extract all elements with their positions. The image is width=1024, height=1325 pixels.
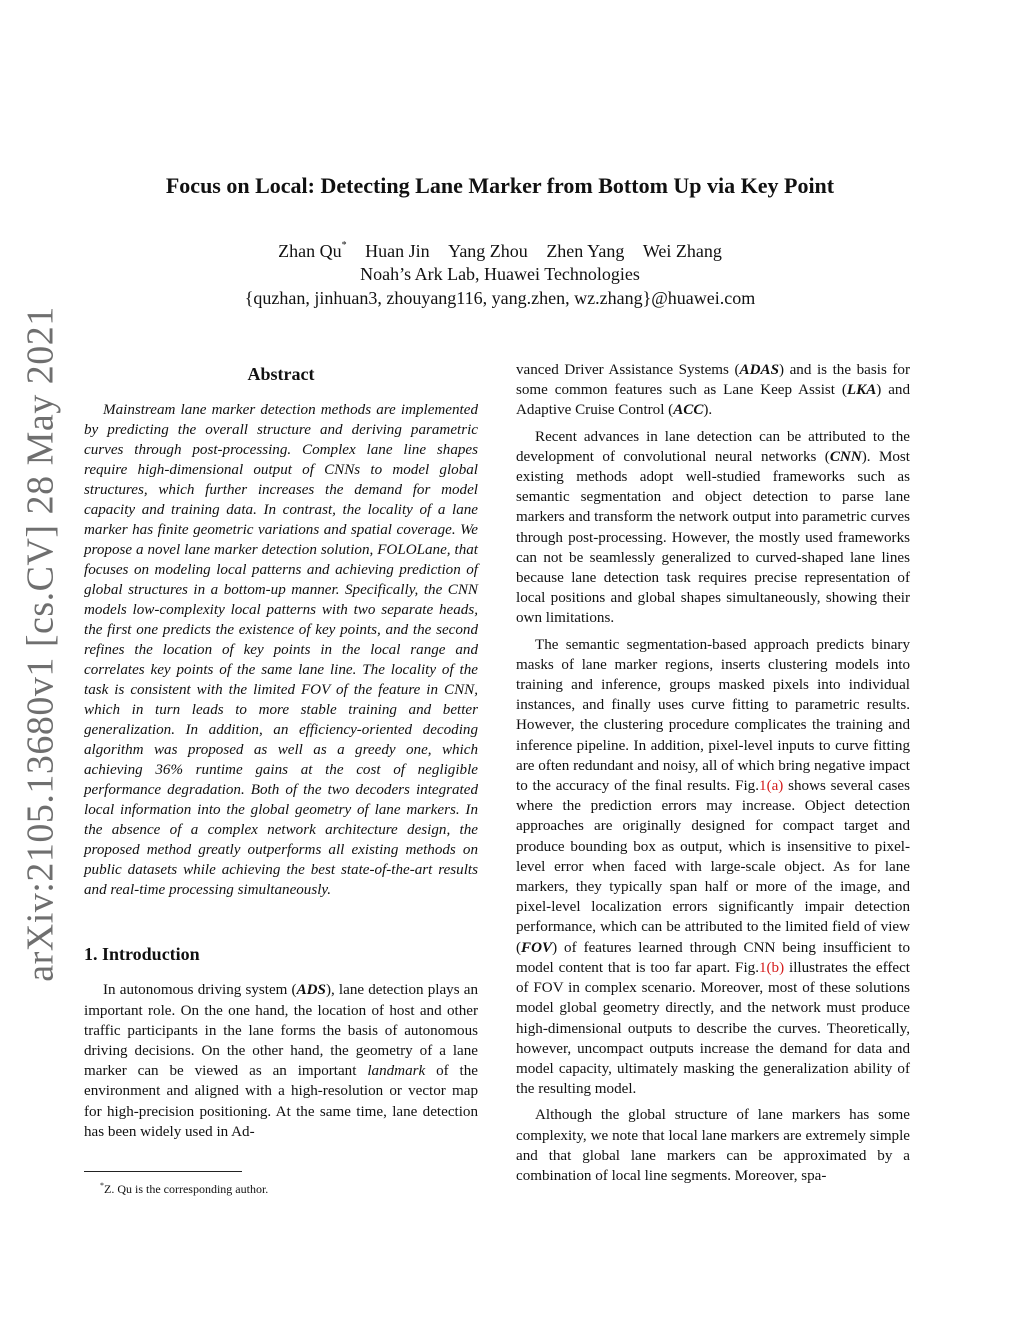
author-first xyxy=(278,241,346,261)
acronym-fov: FOV xyxy=(521,939,553,956)
text-run: ), lane detection plays an important role. On the one hand, the location of host and other traffic participants in the lane forms the basis of autonomous driving decisions. On the other hand, the geometry of a lane marker can be viewed as an important xyxy=(84,982,478,1080)
body-paragraph: Although the global structure of lane markers has some complexity, we note that local lane markers are extremely simple and that global lane markers can be approximated by a combination of local line segments. Moreover, spa- xyxy=(516,1107,910,1184)
text-run: ) of features learned through CNN being insufficient to model content that is too far apart. Fig. xyxy=(516,939,910,976)
author-block xyxy=(0,240,1000,310)
intro-paragraph xyxy=(84,980,478,1142)
text-run: In autonomous driving system ( xyxy=(103,982,297,999)
footnote-mark: * xyxy=(100,1181,104,1190)
footnote xyxy=(100,1179,268,1196)
acronym-cnn: CNN xyxy=(829,448,862,465)
text-run: ) and Adaptive Cruise Control ( xyxy=(516,382,910,419)
author-name: Huan Jin xyxy=(365,241,430,261)
text-run: The semantic segmentation-based approach predicts binary masks of lane marker regions, inserts clustering models into training and inference, groups masked pixels into individual instances, and finally uses curve fitting to parametric results. However, the clustering procedure complicates the training and inference pipeline. In addition, pixel-level inputs to curve fitting are often redundant and noisy, all of which bring negative impact to the accuracy of the final results. Fig. xyxy=(516,636,910,795)
abstract-heading: Abstract xyxy=(247,364,315,384)
acronym-acc: ACC xyxy=(673,402,704,419)
author-name: Yang Zhou xyxy=(448,241,528,261)
abstract-text: Mainstream lane marker detection methods are implemented by predicting the overall structure and deriving parametric curves through post-processing. Complex lane line shapes require high-dimensional output of CNNs to model global structures, which further increases the demand for model capacity and training data. In contrast, the locality of a lane marker has finite geometric variations and spatial coverage. We propose a novel lane marker detection solution, FOLOLane, that focuses on modeling local patterns and achieving prediction of global structures in a bottom-up manner. Specifically, the CNN models low-complexity local patterns with two separate heads, the first one predicts the existence of key points, and the second refines the location of key points in the local range and correlates key points of the same lane line. The locality of the task is consistent with the limited FOV of the feature in CNN, which in turn leads to more stable training and better generalization. In addition, an efficiency-oriented decoding algorithm was proposed as well as a greedy one, which achieving 36% runtime gains at the cost of negligible performance degradation. Both of the two decoders integrated local information into the global geometry of lane markers. In the absence of a complex network architecture design, the proposed method greatly outperforms all existing methods on public datasets while achieving the best state-of-the-art results and real-time processing simultaneously. xyxy=(84,402,478,899)
text-run: vanced Driver Assistance Systems ( xyxy=(516,362,740,378)
text-run: Recent advances in lane detection can be attributed to the development of convolutional neural networks ( xyxy=(516,428,910,465)
footnote-divider xyxy=(84,1171,242,1172)
author-name: Wei Zhang xyxy=(642,241,722,261)
figure-reference-link[interactable]: 1(b) xyxy=(758,959,785,976)
acronym-adas: ADAS xyxy=(739,362,779,378)
text-run: shows several cases where the prediction errors may increase. Object detection approaches are originally designed for compact target and produce bounding box as output, which is insensitive to pixel-level error when faced with large-scale object. As for lane markers, they typically span half or more of the image, and pixel-level localization errors significantly impair detection performance, which can be attributed to the limited field of view ( xyxy=(516,778,910,956)
text-run: ) and is the basis for some common features such as Lane Keep Assist ( xyxy=(516,362,910,399)
emphasis-landmark: landmark xyxy=(367,1063,426,1080)
author-name: Zhan Qu xyxy=(278,241,342,261)
arxiv-identifier-text: arXiv:2105.13680v1 [cs.CV] 28 May 2021 xyxy=(20,306,63,982)
author-emails: {quzhan, jinhuan3, zhouyang116, yang.zhen, wz.zhang}@huawei.com xyxy=(244,287,756,308)
figure-reference-link[interactable]: 1(a) xyxy=(759,778,784,795)
acronym-ads: ADS xyxy=(296,982,326,999)
author-name: Zhen Yang xyxy=(546,241,625,261)
text-run: illustrates the effect of FOV in complex scenario. Moreover, most of these solutions model global geometry directly, and the network must produce high-dimensional outputs to describe the curves. Theoretically, however, uncompact outputs increase the demand for data and model capacity, ultimately masking the generalization ability of the resulting model. xyxy=(516,959,910,1098)
text-run: ). xyxy=(703,402,713,419)
text-run: of the environment and aligned with a high-resolution or vector map for high-precision positioning. At the same time, lane detection has been widely used in Ad- xyxy=(84,1063,479,1140)
text-run: ). Most existing methods adopt well-studied frameworks such as semantic segmentation and object detection to parse lane markers and transform the network output into parametric curves through post-processing. However, the mostly used frameworks can not be seamlessly generalized to curved-shaped lane lines because lane detection task requires precise representation of local positions and global shapes simultaneously, showing their own limitations. xyxy=(516,448,910,627)
left-column xyxy=(84,360,478,1148)
section-heading-introduction: 1. Introduction xyxy=(84,944,200,965)
acronym-lka: LKA xyxy=(846,382,877,399)
footnote-text: Z. Qu is the corresponding author. xyxy=(104,1182,269,1196)
arxiv-identifier xyxy=(6,306,76,982)
right-column xyxy=(516,360,910,1192)
body-paragraph xyxy=(516,360,910,421)
author-names xyxy=(0,240,1000,263)
affiliation: Noah’s Ark Lab, Huawei Technologies xyxy=(360,264,640,285)
corresponding-mark: * xyxy=(341,240,347,251)
body-paragraph xyxy=(516,635,910,1100)
body-paragraph xyxy=(516,427,910,629)
paper-title: Focus on Local: Detecting Lane Marker from Bottom Up via Key Point xyxy=(165,173,835,198)
